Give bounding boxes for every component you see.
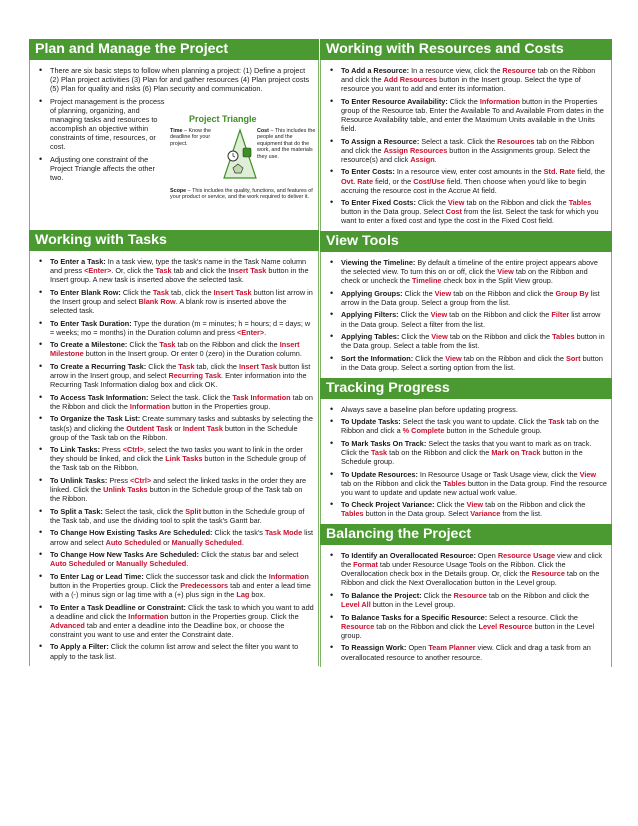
item-text: tab on the Ribbon and click the xyxy=(374,621,479,631)
balancing-list xyxy=(321,551,611,662)
project-triangle xyxy=(167,114,317,214)
item-text: . Or, click the xyxy=(111,266,156,276)
item-keyword: Information xyxy=(479,96,520,106)
item-keyword: Information xyxy=(128,611,169,621)
item-text: button in the Schedule group of the Task tab on the Ribbon. xyxy=(50,485,303,504)
view-item xyxy=(341,289,607,307)
item-text: Select the task you want to update. Click the xyxy=(400,417,549,427)
tracking-item xyxy=(341,405,607,414)
item-keyword: Filter xyxy=(551,310,570,320)
balancing-item xyxy=(341,591,607,609)
item-text: Select the task. Click the xyxy=(148,392,233,402)
item-keyword: Sort xyxy=(565,353,581,363)
item-keyword: View xyxy=(579,469,597,479)
item-text: button in the Data group. Select xyxy=(341,207,446,217)
tracking-header: Tracking Progress xyxy=(320,378,612,399)
item-text: tab on the Ribbon and click the xyxy=(483,500,586,510)
resources-item xyxy=(341,97,607,133)
item-text: Click the xyxy=(434,500,467,510)
tasks-list xyxy=(30,257,318,661)
triangle-diagram xyxy=(220,126,260,186)
item-text: Click the xyxy=(146,361,179,371)
item-keyword: View xyxy=(445,353,462,363)
item-lead: To Balance Tasks for a Specific Resource: xyxy=(341,612,488,622)
item-text: tab on the Ribbon and click the xyxy=(447,310,552,320)
item-text: Click the column list arrow and select the filter you want to apply to the task list. xyxy=(50,642,299,661)
item-lead: To Split a Task: xyxy=(50,506,103,516)
tasks-item xyxy=(50,319,314,337)
item-text: In Resource Usage or Task Usage view, click the xyxy=(417,469,580,479)
item-text: Open xyxy=(406,643,429,653)
item-lead: To Enter Lag or Lead Time: xyxy=(50,571,144,581)
tasks-item xyxy=(50,550,314,568)
item-keyword: <Enter> xyxy=(236,327,265,337)
item-keyword: View xyxy=(466,500,484,510)
item-lead: To Enter Resource Availability: xyxy=(341,96,448,106)
item-lead: To Identify an Overallocated Resource: xyxy=(341,551,476,561)
item-text: Click the xyxy=(399,332,432,342)
item-lead: To Organize the Task List: xyxy=(50,414,141,424)
item-keyword: Task xyxy=(155,266,172,276)
item-keyword: Auto Scheduled xyxy=(50,559,106,569)
item-lead: Applying Tables: xyxy=(341,332,400,342)
tasks-item xyxy=(50,572,314,599)
item-lead: To Enter a Task: xyxy=(50,257,106,266)
item-lead: Applying Filters: xyxy=(341,310,399,320)
item-keyword: Blank Row xyxy=(138,296,176,306)
item-keyword: Format xyxy=(353,560,378,570)
item-lead: To Balance the Project: xyxy=(341,590,422,600)
item-keyword: Resource xyxy=(453,590,487,600)
item-lead: Applying Groups: xyxy=(341,288,403,298)
item-text: tab and enter a lead time with a (-) minus sign or lag time with a (+) plus sign in the xyxy=(50,580,311,599)
item-keyword: % Complete xyxy=(402,426,445,436)
item-keyword: Task xyxy=(548,417,565,427)
item-keyword: Manually Scheduled xyxy=(116,559,187,569)
plan-bullet-2: • Project management is the process of planning, organizing, and managing tasks and resources to accomplish an objective within constraints of time, resources, or cost. xyxy=(50,97,168,152)
item-lead: To Enter Blank Row: xyxy=(50,287,121,297)
tasks-header: Working with Tasks xyxy=(29,230,319,251)
item-keyword: Level Resource xyxy=(478,621,533,631)
item-text: tab on the Ribbon and check or uncheck the xyxy=(341,267,588,286)
money-bag-icon xyxy=(243,148,251,157)
item-keyword: Timeline xyxy=(411,276,442,286)
view-section xyxy=(320,252,612,378)
item-lead: To Mark Tasks On Track: xyxy=(341,438,427,448)
item-keyword: Add Resources xyxy=(383,75,438,85)
item-keyword: Resource xyxy=(341,621,375,631)
item-text: Select a task. Click the xyxy=(419,136,498,146)
item-text: tab on the Ribbon and click the xyxy=(341,478,444,488)
item-keyword: Assign xyxy=(410,154,435,164)
item-lead: To Link Tasks: xyxy=(50,445,101,455)
item-keyword: Information xyxy=(129,401,171,411)
triangle-time: Time – Know the deadline for your project. xyxy=(170,128,211,147)
item-text: Always save a baseline plan before updating progress. xyxy=(341,404,518,414)
view-list xyxy=(321,258,611,372)
view-item xyxy=(341,258,607,285)
view-item xyxy=(341,354,607,372)
item-keyword: Outdent Task xyxy=(126,423,173,433)
item-text: Create summary tasks and subtasks by selecting the task(s) and clicking the xyxy=(50,414,313,433)
resources-item xyxy=(341,198,607,225)
item-keyword: Resource xyxy=(531,569,565,579)
item-keyword: Unlink Tasks xyxy=(103,485,148,495)
item-lead: To Create a Recurring Task: xyxy=(50,361,147,371)
item-text: field. Then choose when you'd like to begin accruing the resource cost in the Accrue At field. xyxy=(341,176,587,195)
item-text: Click the xyxy=(398,310,431,320)
item-lead: To Update Tasks: xyxy=(341,417,401,427)
item-text: tab and enter a deadline into the Deadline box, or choose the constraint you want to use and enter the Constraint date. xyxy=(50,620,285,639)
view-item xyxy=(341,332,607,350)
item-text: view. Click and drag a task from an overallocated resource to another resource. xyxy=(341,643,591,662)
item-text: and select the linked tasks in the order they are linked. Click the xyxy=(50,475,307,495)
item-keyword: Indent Task xyxy=(182,423,223,433)
item-lead: To Reassign Work: xyxy=(341,643,407,653)
item-text: Press xyxy=(100,445,123,455)
resources-item xyxy=(341,137,607,164)
item-keyword: Mark on Track xyxy=(491,447,541,457)
item-text: Select the tasks that you want to mark as on track. Click the xyxy=(341,438,592,457)
item-text: . A blank row is inserted above the selected task. xyxy=(50,296,287,315)
item-lead: To Access Task Information: xyxy=(50,392,149,402)
item-text: button in the Schedule group of the Task tab, and use the dividing tool to split the task's Gantt bar. xyxy=(50,506,305,525)
resources-item xyxy=(341,66,607,93)
item-text: button in the Properties group. xyxy=(170,401,271,411)
balancing-item xyxy=(341,643,607,661)
item-keyword: Std. Rate xyxy=(543,167,576,177)
item-text: tab under Resource Usage Tools on the Ribbon. Click the Overallocation check box in the Details group. Or, click the xyxy=(341,560,566,579)
item-text: . xyxy=(264,327,267,337)
item-keyword: View xyxy=(447,198,465,208)
resources-section xyxy=(320,60,612,231)
item-text: tab and click the xyxy=(171,266,229,276)
item-text: Click the task to which you want to add a deadline and click the xyxy=(50,602,314,621)
item-text: button list arrow in the Insert group and select xyxy=(50,287,313,306)
tasks-section xyxy=(29,251,319,666)
item-text: By default a timeline of the entire project appears above the selected view. To turn this on or off, click the xyxy=(341,258,598,277)
tasks-item xyxy=(50,288,314,315)
item-keyword: Level All xyxy=(341,600,371,610)
item-text: list arrow in the Data group. Select a filter from the list. xyxy=(341,310,601,329)
tasks-item xyxy=(50,362,314,389)
item-text: from the list. Select the task for which you want to enter a fixed cost and type the cost in the Fixed Cost field. xyxy=(341,207,599,226)
item-text: Open xyxy=(475,551,498,561)
plan-bullet-3: • Adjusting one constraint of the Project Triangle affects the other two. xyxy=(50,155,168,182)
item-text: tab on the Ribbon and click the xyxy=(451,288,556,298)
view-header: View Tools xyxy=(320,231,612,252)
item-keyword: Task Mode xyxy=(264,528,303,538)
item-keyword: Ovt. Rate xyxy=(341,176,374,186)
item-text: Select the task, click the xyxy=(102,506,186,516)
item-keyword: Resources xyxy=(497,136,535,146)
item-text: Press xyxy=(107,475,131,485)
triangle-cost: Cost – This includes the people and the equipment that do the work, and the materials they use. xyxy=(257,128,316,160)
item-text: from the list. xyxy=(500,509,543,519)
item-keyword: Variance xyxy=(470,509,501,519)
item-text: Click the task's xyxy=(212,528,265,538)
item-text: button in the Insert group. Select the type of resource you want to add and enter its information. xyxy=(341,75,581,94)
item-lead: Viewing the Timeline: xyxy=(341,258,416,267)
tracking-item xyxy=(341,470,607,497)
balancing-item xyxy=(341,613,607,640)
tasks-item xyxy=(50,340,314,358)
item-text: tab on the Ribbon and click the xyxy=(175,340,280,350)
balancing-header: Balancing the Project xyxy=(320,524,612,545)
item-keyword: Task xyxy=(371,447,388,457)
item-keyword: View xyxy=(430,310,448,320)
item-text: Click the xyxy=(421,590,454,600)
item-text: button in the Insert group. Or enter 0 (zero) in the Duration column. xyxy=(83,349,302,359)
item-lead: To Add a Resource: xyxy=(341,66,410,75)
item-keyword: Insert Task xyxy=(213,287,252,297)
item-keyword: Insert Task xyxy=(239,361,278,371)
tasks-item xyxy=(50,476,314,503)
item-lead: To Check Project Variance: xyxy=(341,500,435,510)
item-keyword: Resource Usage xyxy=(497,551,555,561)
item-text: . xyxy=(434,154,437,164)
item-text: button in the Data group. Select xyxy=(363,509,471,519)
item-text: tab on the Ribbon and click the Next Overallocation button in the Level group. xyxy=(341,569,600,588)
item-keyword: View xyxy=(431,332,448,342)
resources-item xyxy=(341,167,607,194)
item-keyword: Manually Scheduled xyxy=(171,537,242,547)
item-keyword: Tables xyxy=(568,198,592,208)
item-text: tab on the Ribbon and click a xyxy=(341,417,599,436)
balancing-item xyxy=(341,551,607,587)
item-text: tab on the Ribbon and click the xyxy=(387,447,492,457)
item-keyword: Recurring Task xyxy=(168,371,222,381)
item-lead: To Enter Fixed Costs: xyxy=(341,198,416,208)
item-text: Click the xyxy=(127,340,160,350)
item-keyword: View xyxy=(434,288,452,298)
item-lead: Sort the Information: xyxy=(341,353,414,363)
item-text: button in the Level group. xyxy=(370,600,456,610)
plan-bullet-1: • There are six basic steps to follow when planning a project: (1) Define a project (2) Plan project activities (3) Plan for and gather resources (4) Plan project costs (5) Plan for quality and risks (6) Plan security and communication. xyxy=(50,66,314,93)
item-text: view and click the xyxy=(341,551,603,570)
item-lead: To Enter Costs: xyxy=(341,167,395,177)
tasks-item xyxy=(50,528,314,546)
item-text: button in the Data group. Select a sorting option from the list. xyxy=(341,353,603,372)
tasks-item xyxy=(50,257,314,284)
item-text: check box in the Split View group. xyxy=(441,276,553,286)
item-keyword: Insert Task xyxy=(228,266,267,276)
item-text: button in the Schedule group. xyxy=(341,447,583,466)
item-text: Click the xyxy=(447,96,480,106)
item-keyword: <Enter> xyxy=(84,266,112,276)
item-text: . Enter information into the Recurring Task Information dialog box and click OK. xyxy=(50,371,307,390)
item-text: Click the successor task and click the xyxy=(143,571,269,581)
item-keyword: Cost/Use xyxy=(413,176,445,186)
item-text: tab, click the xyxy=(168,287,214,297)
item-text: tab on the Ribbon and click the xyxy=(341,136,595,155)
item-text: button in the Properties group. Click the xyxy=(50,580,181,590)
item-lead: To Apply a Filter: xyxy=(50,642,109,652)
item-lead: To Change How Existing Tasks Are Scheduled: xyxy=(50,528,213,538)
item-text: tab on the Ribbon and click the xyxy=(447,332,553,342)
item-text: Click the xyxy=(402,288,435,298)
item-keyword: Auto Scheduled xyxy=(105,537,162,547)
item-keyword: Team Planner xyxy=(428,643,476,653)
item-lead: To Create a Milestone: xyxy=(50,340,128,350)
item-text: In a task view, type the task's name in the Task Name column and press xyxy=(50,257,307,276)
item-text: list arrow and select xyxy=(50,528,314,547)
item-text: tab, click the xyxy=(194,361,240,371)
triangle-scope: Scope – This includes the quality, functions, and features of your product or service, and the work required to deliver it. xyxy=(170,188,313,201)
item-text: field, the xyxy=(575,167,605,177)
tracking-item xyxy=(341,439,607,466)
item-text: field, or the xyxy=(373,176,414,186)
balancing-section xyxy=(320,545,612,667)
item-text: Type the duration (m = minutes; h = hours; d = days; w = weeks; mo = months) in the Duration column and press xyxy=(50,318,311,337)
tracking-section xyxy=(320,399,612,525)
item-text: or xyxy=(172,423,183,433)
item-keyword: Link Tasks xyxy=(165,454,203,464)
item-text: button in the Level group. xyxy=(341,621,595,640)
tasks-item xyxy=(50,642,314,660)
item-keyword: Task xyxy=(159,340,176,350)
item-text: list arrow in the Data group. Select a group from the list. xyxy=(341,288,600,307)
item-text: , select the two tasks you want to link in the order they should be linked, and click the xyxy=(50,445,303,464)
item-text: tab on the Ribbon and click the xyxy=(341,66,596,85)
item-text: Click the xyxy=(120,287,153,297)
item-text: . xyxy=(241,537,244,547)
tasks-item xyxy=(50,507,314,525)
item-keyword: Information xyxy=(268,571,309,581)
item-text: In a resource view, enter cost amounts in the xyxy=(394,167,544,177)
item-text: or xyxy=(105,559,117,569)
resources-list xyxy=(321,66,611,226)
item-keyword: Task xyxy=(178,361,195,371)
item-text: Click the status bar and select xyxy=(199,550,299,560)
item-text: Select a resource. Click the xyxy=(487,612,578,622)
item-keyword: Tables xyxy=(443,478,466,488)
item-keyword: <Ctrl> xyxy=(130,475,152,485)
item-text: or xyxy=(161,537,172,547)
tasks-item xyxy=(50,603,314,639)
item-lead: To Assign a Resource: xyxy=(341,136,420,146)
item-lead: To Enter Task Duration: xyxy=(50,318,132,328)
item-text: Click the xyxy=(413,353,446,363)
resources-header: Working with Resources and Costs xyxy=(320,39,612,60)
item-keyword: Assign Resources xyxy=(383,145,448,155)
item-keyword: Task xyxy=(152,287,169,297)
item-text: button list arrow in the Insert group, and select xyxy=(50,361,311,381)
item-text: box. xyxy=(249,590,266,599)
item-text: button in the Insert group. A new task is inserted above the selected task. xyxy=(50,266,309,285)
item-keyword: Lag xyxy=(236,590,250,599)
tracking-item xyxy=(341,417,607,435)
item-text: button in the Schedule group. xyxy=(444,426,542,436)
item-lead: To Unlink Tasks: xyxy=(50,475,108,485)
item-text: tab on the Ribbon and click the xyxy=(461,353,566,363)
item-keyword: Task Information xyxy=(232,392,291,402)
tasks-item xyxy=(50,393,314,411)
item-keyword: <Ctrl> xyxy=(122,445,144,455)
tracking-list xyxy=(321,405,611,519)
plan-header: Plan and Manage the Project xyxy=(29,39,319,60)
item-keyword: Advanced xyxy=(50,620,85,630)
item-text: Click the xyxy=(415,198,448,208)
item-text: tab on the Ribbon and click the xyxy=(464,198,569,208)
item-text: button in the Properties group. Click the xyxy=(168,611,299,621)
item-text: button in the Schedule group of the Task tab on the Ribbon. xyxy=(50,454,306,473)
tasks-item xyxy=(50,414,314,441)
item-lead: To Change How New Tasks Are Scheduled: xyxy=(50,550,200,560)
item-lead: To Enter a Task Deadline or Constraint: xyxy=(50,602,186,612)
item-text: button in the Properties group of the Resource tab. Enter the Available To and Available From dates in the Resource Availability table, and enter the Maximum Units available in the Units field. xyxy=(341,96,604,134)
item-text: In a resource view, click the xyxy=(409,66,503,75)
item-keyword: Tables xyxy=(552,332,575,342)
item-keyword: Insert Milestone xyxy=(50,340,300,359)
item-lead: To Update Resources: xyxy=(341,469,418,479)
tasks-item xyxy=(50,445,314,472)
item-keyword: Group By xyxy=(555,288,589,298)
item-text: button in the Schedule group of the Task tab on the Ribbon. xyxy=(50,423,298,442)
triangle-title: Project Triangle xyxy=(189,114,257,124)
item-keyword: Cost xyxy=(445,207,462,217)
item-keyword: Split xyxy=(185,506,201,516)
item-keyword: View xyxy=(497,267,514,277)
item-text: button in the Data group. Find the resource you want to update and update new actual work value. xyxy=(341,478,607,497)
item-text: . xyxy=(186,559,189,569)
item-text: button in the Data group. Select a table from the list. xyxy=(341,332,605,351)
item-keyword: Predecessors xyxy=(180,580,229,590)
item-text: button in the Assignments group. Select the resource(s) and click xyxy=(341,145,591,164)
tracking-item xyxy=(341,500,607,518)
item-text: tab on the Ribbon and click the xyxy=(486,590,590,600)
view-item xyxy=(341,310,607,328)
item-text: tab on the Ribbon and click the xyxy=(50,392,313,411)
item-keyword: Resource xyxy=(502,66,536,75)
right-column xyxy=(320,39,612,667)
item-keyword: Tables xyxy=(341,509,364,519)
